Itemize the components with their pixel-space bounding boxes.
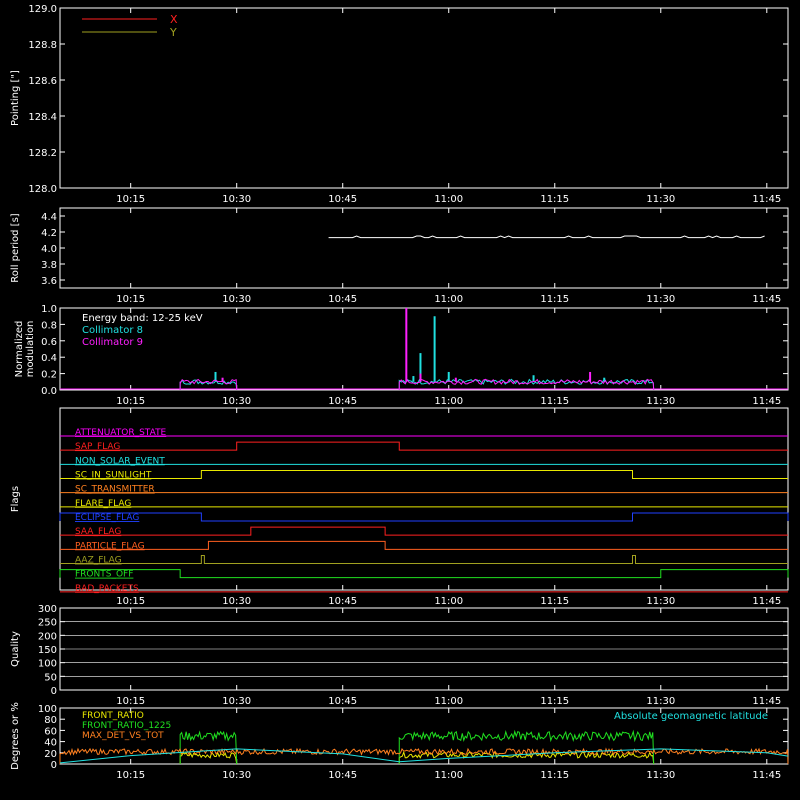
pointing-xtick-label: 10:15 bbox=[116, 194, 146, 205]
pointing-xtick-label: 11:15 bbox=[540, 194, 570, 205]
pointing-xtick-label: 11:45 bbox=[752, 194, 782, 205]
flag-label-aaz-flag: AAZ_FLAG bbox=[75, 555, 122, 566]
modulation-xtick-label: 10:45 bbox=[328, 396, 358, 407]
pointing-ytick-label: 129.0 bbox=[28, 4, 57, 15]
modulation-ytick-label: 0.8 bbox=[41, 320, 57, 332]
roll-xtick-label: 11:15 bbox=[540, 294, 570, 305]
flags-xtick-label: 10:45 bbox=[328, 596, 358, 607]
flag-line-aaz-flag bbox=[60, 556, 788, 564]
ratios-xtick-label: 10:45 bbox=[328, 770, 358, 781]
quality-ytick-label: 150 bbox=[37, 645, 57, 656]
flag-label-sc-in-sunlight: SC_IN_SUNLIGHT bbox=[75, 470, 152, 481]
flag-label-fronts-off: FRONTS_OFF bbox=[75, 569, 134, 580]
quality-xtick-label: 10:15 bbox=[116, 696, 146, 707]
ratio-series-front-ratio-1225 bbox=[180, 732, 237, 764]
roll-xtick-label: 10:30 bbox=[222, 294, 252, 305]
ratios-xtick-label: 11:30 bbox=[646, 770, 676, 781]
modulation-ytick-label: 0.2 bbox=[41, 369, 57, 381]
geomagnetic-latitude-annotation: Absolute geomagnetic latitude bbox=[614, 711, 768, 722]
modulation-xtick-label: 10:15 bbox=[116, 396, 146, 407]
quality-ytick-label: 50 bbox=[44, 672, 57, 684]
ratios-ytick-label: 60 bbox=[44, 726, 57, 738]
legend-label-y: Y bbox=[170, 26, 177, 39]
roll-ytick-label: 3.8 bbox=[41, 260, 57, 271]
legend-label-x: X bbox=[170, 13, 178, 26]
flag-label-bad-packets: BAD_PACKETS bbox=[75, 583, 139, 594]
modulation-ytick-label: 0.6 bbox=[41, 336, 57, 348]
quality-ytick-label: 100 bbox=[37, 658, 57, 670]
roll-ytick-label: 4.0 bbox=[41, 244, 57, 255]
flag-label-sc-transmitter: SC_TRANSMITTER bbox=[75, 484, 155, 495]
pointing-ylabel: Pointing ["] bbox=[10, 70, 21, 126]
roll-ylabel: Roll period [s] bbox=[10, 213, 21, 283]
ratios-ytick-label: 40 bbox=[44, 737, 57, 749]
roll-xtick-label: 11:45 bbox=[752, 294, 782, 305]
ratios-ytick-label: 0 bbox=[50, 760, 57, 771]
modulation-series-0 bbox=[399, 379, 653, 390]
pointing-ytick-label: 128.8 bbox=[28, 40, 57, 51]
roll-xtick-label: 11:30 bbox=[646, 294, 676, 305]
pointing-ytick-label: 128.4 bbox=[28, 112, 57, 123]
legend-max-det-vs-tot: MAX_DET_VS_TOT bbox=[82, 731, 164, 741]
quality-xtick-label: 11:00 bbox=[434, 696, 464, 707]
pointing-ytick-label: 128.2 bbox=[28, 148, 57, 159]
roll-xtick-label: 10:45 bbox=[328, 294, 358, 305]
pointing-ytick-label: 128.0 bbox=[28, 184, 57, 195]
quality-xtick-label: 10:30 bbox=[222, 696, 252, 707]
flag-label-non-solar-event: NON_SOLAR_EVENT bbox=[75, 456, 165, 467]
pointing-ytick-label: 128.6 bbox=[28, 76, 57, 87]
flag-line-fronts-off bbox=[60, 570, 788, 578]
pointing-xtick-label: 10:30 bbox=[222, 194, 252, 205]
roll-frame bbox=[60, 208, 788, 288]
ratios-xtick-label: 10:15 bbox=[116, 770, 146, 781]
flags-frame bbox=[60, 408, 788, 590]
quality-xtick-label: 10:45 bbox=[328, 696, 358, 707]
quality-ytick-label: 250 bbox=[37, 617, 57, 629]
flags-xtick-label: 11:15 bbox=[540, 596, 570, 607]
flags-xtick-label: 10:15 bbox=[116, 596, 146, 607]
ratios-ytick-label: 20 bbox=[44, 748, 57, 760]
pointing-xtick-label: 11:30 bbox=[646, 194, 676, 205]
flags-ylabel: Flags bbox=[10, 485, 21, 513]
modulation-xtick-label: 11:00 bbox=[434, 396, 464, 407]
flags-xtick-label: 11:45 bbox=[752, 596, 782, 607]
flag-label-flare-flag: FLARE_FLAG bbox=[75, 498, 132, 509]
quality-ylabel: Quality bbox=[10, 631, 21, 667]
ratios-xtick-label: 10:30 bbox=[222, 770, 252, 781]
flag-line-sc-in-sunlight bbox=[60, 471, 788, 479]
geomagnetic-latitude-line bbox=[60, 749, 788, 763]
quality-ytick-label: 200 bbox=[37, 631, 57, 643]
modulation-xtick-label: 10:30 bbox=[222, 396, 252, 407]
roll-period-line bbox=[329, 236, 765, 238]
ratios-xtick-label: 11:00 bbox=[434, 770, 464, 781]
flag-line-eclipse-flag bbox=[60, 513, 788, 521]
flag-label-attenuator-state: ATTENUATOR_STATE bbox=[75, 428, 167, 438]
quality-xtick-label: 11:45 bbox=[752, 696, 782, 707]
modulation-xtick-label: 11:45 bbox=[752, 396, 782, 407]
roll-ytick-label: 3.6 bbox=[41, 276, 57, 287]
modulation-series-1 bbox=[180, 380, 237, 390]
modulation-ytick-label: 0.0 bbox=[41, 386, 57, 397]
legend-front-ratio-1225: FRONT_RATIO_1225 bbox=[82, 721, 172, 731]
ratios-xtick-label: 11:15 bbox=[540, 770, 570, 781]
flag-line-particle-flag bbox=[60, 541, 788, 552]
energy-band-annotation: Energy band: 12-25 keV bbox=[82, 313, 203, 324]
quality-ytick-label: 0 bbox=[50, 686, 57, 697]
ratio-series-max-det-vs-tot bbox=[60, 749, 788, 764]
quality-ytick-label: 300 bbox=[37, 604, 57, 615]
quality-xtick-label: 11:15 bbox=[540, 696, 570, 707]
ratios-ytick-label: 80 bbox=[44, 715, 57, 727]
flags-xtick-label: 10:30 bbox=[222, 596, 252, 607]
flag-label-particle-flag: PARTICLE_FLAG bbox=[75, 541, 145, 552]
pointing-xtick-label: 10:45 bbox=[328, 194, 358, 205]
ratios-ytick-label: 100 bbox=[37, 704, 57, 715]
roll-xtick-label: 11:00 bbox=[434, 294, 464, 305]
legend-collimator-9: Collimator 9 bbox=[82, 337, 143, 348]
roll-ytick-label: 4.4 bbox=[41, 212, 57, 223]
modulation-ytick-label: 1.0 bbox=[41, 304, 57, 315]
roll-ytick-label: 4.2 bbox=[41, 228, 57, 239]
roll-xtick-label: 10:15 bbox=[116, 294, 146, 305]
flags-xtick-label: 11:30 bbox=[646, 596, 676, 607]
ratios-xtick-label: 11:45 bbox=[752, 770, 782, 781]
flag-line-sap-flag bbox=[60, 442, 788, 453]
pointing-xtick-label: 11:00 bbox=[434, 194, 464, 205]
flag-line-saa-flag bbox=[60, 527, 788, 538]
legend-front-ratio: FRONT_RATIO bbox=[82, 711, 144, 721]
modulation-ylabel: modulation bbox=[25, 320, 36, 378]
flag-label-sap-flag: SAP_FLAG bbox=[75, 442, 121, 453]
modulation-ytick-label: 0.4 bbox=[41, 353, 57, 365]
ratios-ylabel: Degrees or % bbox=[10, 702, 21, 770]
modulation-ylabel: Normalized bbox=[14, 320, 25, 378]
quality-xtick-label: 11:30 bbox=[646, 696, 676, 707]
flags-xtick-label: 11:00 bbox=[434, 596, 464, 607]
flag-label-saa-flag: SAA_FLAG bbox=[75, 527, 122, 538]
modulation-xtick-label: 11:30 bbox=[646, 396, 676, 407]
legend-collimator-8: Collimator 8 bbox=[82, 325, 143, 336]
flag-label-eclipse-flag: ECLIPSE_FLAG bbox=[75, 513, 140, 523]
modulation-xtick-label: 11:15 bbox=[540, 396, 570, 407]
